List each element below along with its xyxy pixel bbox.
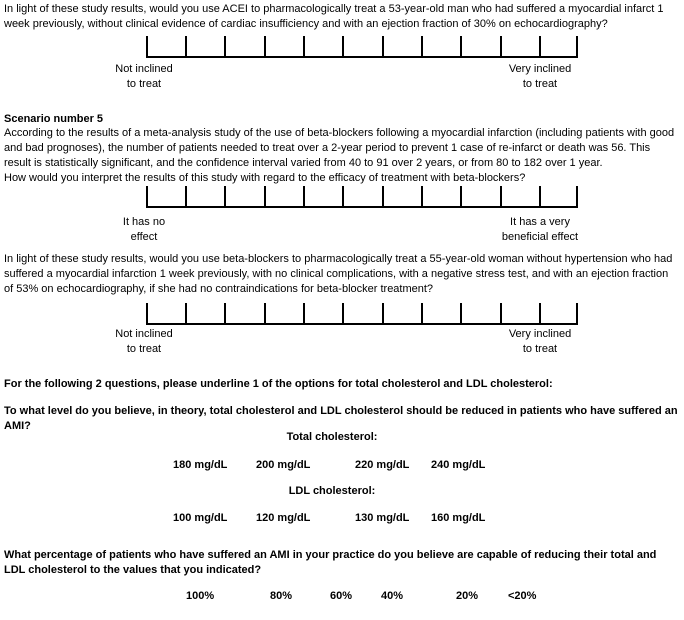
likert-scale-beta[interactable] [146,303,578,325]
percent-option-80[interactable]: 80% [270,590,293,602]
likert-scale-efficacy[interactable] [146,186,578,208]
scale-right-anchor: Very inclined to treat [508,328,572,355]
question-acei-text: In light of these study results, would you use ACEI to pharmacologically treat a 53-year-old man who had suffered a myocardial infarct 1 week previously, without clinical evidence of cardiac insufficiency and with an ejection fraction of 30% on echocardiography? [4,3,664,30]
scale-right-anchor: It has a very beneficial effect [501,216,579,243]
ldl-option-100[interactable]: 100 mg/dL [173,512,228,524]
total-cholesterol-label: Total cholesterol: [286,431,378,443]
ldl-cholesterol-label: LDL cholesterol: [288,485,376,497]
cholesterol-instruction: For the following 2 questions, please underline 1 of the options for total cholesterol and LDL cholesterol: [4,378,553,390]
scenario-question: How would you interpret the results of this study with regard to the efficacy of treatment with beta-blockers? [4,172,526,184]
total-option-180[interactable]: 180 mg/dL [173,459,228,471]
scale-right-anchor: Very inclined to treat [508,63,572,90]
ldl-option-160[interactable]: 160 mg/dL [431,512,486,524]
scenario-heading: Scenario number 5 [4,113,104,125]
total-option-220[interactable]: 220 mg/dL [355,459,410,471]
question-beta-text: In light of these study results, would you use beta-blockers to pharmacologically treat a 55-year-old woman without hypertension who had suffered a myocardial infarction 1 week previously, with no clinical complications, with a negative stress test, and with an ejection fraction of 53% on echocardiography, if she had no contraindications for beta-blocker treatment? [4,253,673,295]
percent-option-100[interactable]: 100% [186,590,215,602]
percentage-question: What percentage of patients who have suffered an AMI in your practice do you believe are capable of reducing their total and LDL cholesterol to the values that you indicated? [4,549,657,576]
percent-option-40[interactable]: 40% [381,590,404,602]
likert-scale-acei[interactable] [146,36,578,58]
ldl-option-130[interactable]: 130 mg/dL [355,512,410,524]
cholesterol-question: To what level do you believe, in theory, total cholesterol and LDL cholesterol should be reduced in patients who have suffered an AMI? [4,405,678,432]
scale-left-anchor: Not inclined to treat [115,328,173,355]
percent-option-60[interactable]: 60% [330,590,353,602]
total-option-200[interactable]: 200 mg/dL [256,459,311,471]
percent-option-under20[interactable]: <20% [508,590,537,602]
total-option-240[interactable]: 240 mg/dL [431,459,486,471]
ldl-option-120[interactable]: 120 mg/dL [256,512,311,524]
scenario-text: According to the results of a meta-analysis study of the use of beta-blockers following a myocardial infarction (including patients with good and bad prognoses), the number of patients needed to treat over a 2-year period to prevent 1 case of re-infarct or death was 56. This result is statistically significant, and the confidence interval varied from 40 to 91 over 2 years, or from 80 to 182 over 1 year. [4,127,675,169]
scale-left-anchor: It has no effect [122,216,166,243]
scale-left-anchor: Not inclined to treat [115,63,173,90]
percent-option-20[interactable]: 20% [456,590,479,602]
